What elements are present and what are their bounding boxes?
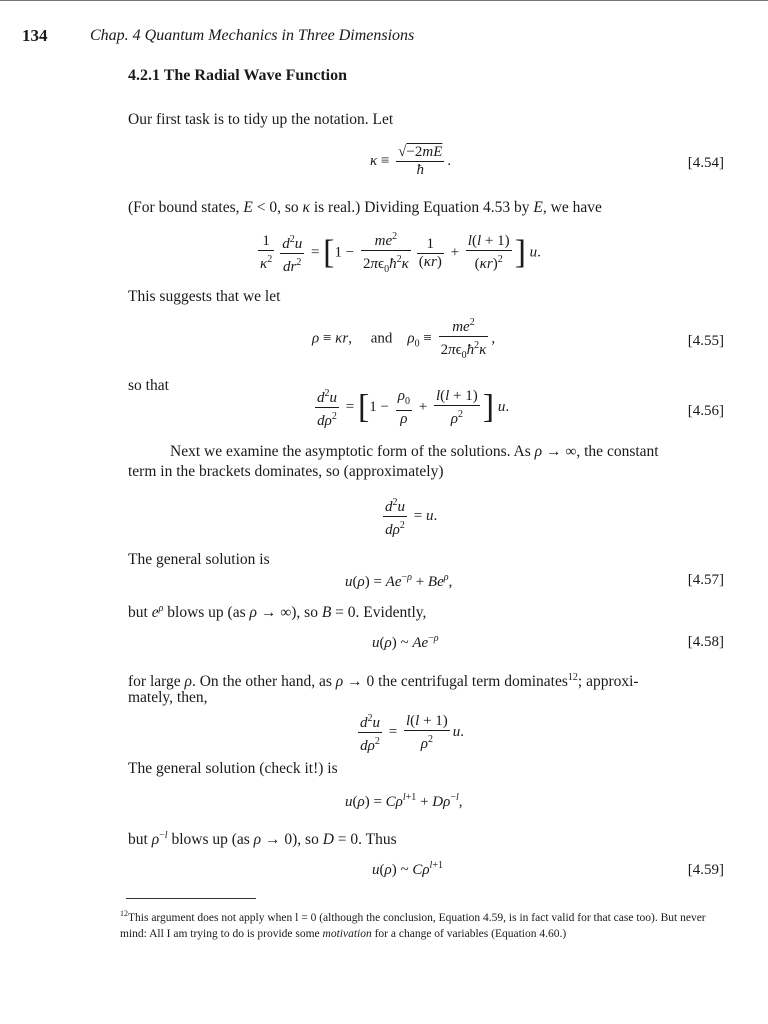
page-number: 134 bbox=[22, 26, 48, 45]
equation-4-57: $u(\rho) = Ae^{-\rho} + Be^\rho$, bbox=[345, 572, 453, 590]
paragraph-7: but $e^\rho$ blows up (as ρ → ∞), so B = 0. Evidently, bbox=[128, 603, 427, 622]
top-rule bbox=[0, 0, 768, 1]
equation-asymptotic-large: $\frac{d^2u}{d\rho^2}$ = u. bbox=[380, 494, 437, 539]
equation-4-56: $\frac{d^2u}{d\rho^2}$ = [1 − $\frac{\rho_0}{\rho}$ + $\frac{l(l + 1)}{\rho^2}$ ] u. bbox=[312, 385, 509, 430]
equation-number-4-56: [4.56] bbox=[687, 403, 724, 419]
equation-4-59: u(ρ) ~ $C\rho^{l+1}$ bbox=[372, 860, 443, 878]
equation-small-general: $u(\rho) = C\rho^{l+1} + D\rho^{-l}$, bbox=[345, 792, 463, 810]
running-header: Chap. 4 Quantum Mechanics in Three Dimensions bbox=[90, 27, 415, 44]
paragraph-6: The general solution is bbox=[128, 551, 270, 568]
equation-number-4-59: [4.59] bbox=[687, 862, 724, 878]
equation-number-4-57: [4.57] bbox=[687, 572, 724, 588]
paragraph-3: This suggests that we let bbox=[128, 288, 281, 305]
paragraph-5-line-1: Next we examine the asymptotic form of the solutions. As ρ → ∞, the constant bbox=[170, 443, 659, 460]
footnote-text-2: for a change of variables (Equation 4.60.) bbox=[371, 927, 567, 940]
paragraph-9: The general solution (check it!) is bbox=[128, 760, 338, 777]
footnote-rule bbox=[126, 898, 256, 899]
section-heading: 4.2.1 The Radial Wave Function bbox=[128, 67, 347, 84]
equation-4-54: κ ≡ $\frac{√-2mE}{ħ}$ . bbox=[370, 144, 452, 178]
paragraph-1: Our first task is to tidy up the notation. Let bbox=[128, 111, 394, 128]
footnote-marker: 12 bbox=[120, 909, 128, 918]
footnote-emphasis: motivation bbox=[322, 927, 372, 940]
equation-number-4-54: [4.54] bbox=[687, 155, 724, 171]
equation-asymptotic-small: $\frac{d^2u}{d\rho^2}$ = $\frac{l(l + 1)}{\rho^2}$ u. bbox=[355, 710, 464, 755]
equation-radial-kappa: $\frac{1}{\kappa^2}$ $\frac{d^2u}{dr^2}$ = [1 − $\frac{me^2}{2\pi\epsilon_0ħ^2\kappa}$ $\frac{1}{(\kappa r)}$ + $\frac{l(l + 1)}{(\kappa r)^2}$ ] u. bbox=[255, 228, 541, 278]
paragraph-2: (For bound states, E < 0, so κ is real.) Dividing Equation 4.53 by E, we have bbox=[128, 199, 602, 216]
equation-number-4-55: [4.55] bbox=[687, 333, 724, 349]
equation-4-58: u(ρ) ~ $Ae^{-\rho}$ bbox=[372, 633, 439, 651]
paragraph-10: but $\rho^{-l}$ blows up (as ρ → 0), so D = 0. Thus bbox=[128, 830, 397, 849]
equation-number-4-58: [4.58] bbox=[687, 634, 724, 650]
paragraph-5-line-2: term in the brackets dominates, so (approximately) bbox=[128, 463, 444, 480]
footnote-text-1: This argument does not apply when l = 0 (although the conclusion, Equation 4.59, is in fact valid for that case too). But never mind: All I am trying to do is provide some bbox=[120, 911, 706, 940]
paragraph-8-line-1: for large ρ. On the other hand, as ρ → 0 the centrifugal term dominates$^{12}$; approxi- bbox=[128, 672, 639, 691]
paragraph-4: so that bbox=[128, 377, 169, 394]
paragraph-8-line-2: mately, then, bbox=[128, 689, 208, 706]
footnote bbox=[120, 906, 726, 942]
equation-4-55: ρ ≡ κr, and $\rho_0$ ≡ $\frac{me^2}{2\pi\epsilon_0ħ^2\kappa}$ , bbox=[312, 314, 495, 364]
